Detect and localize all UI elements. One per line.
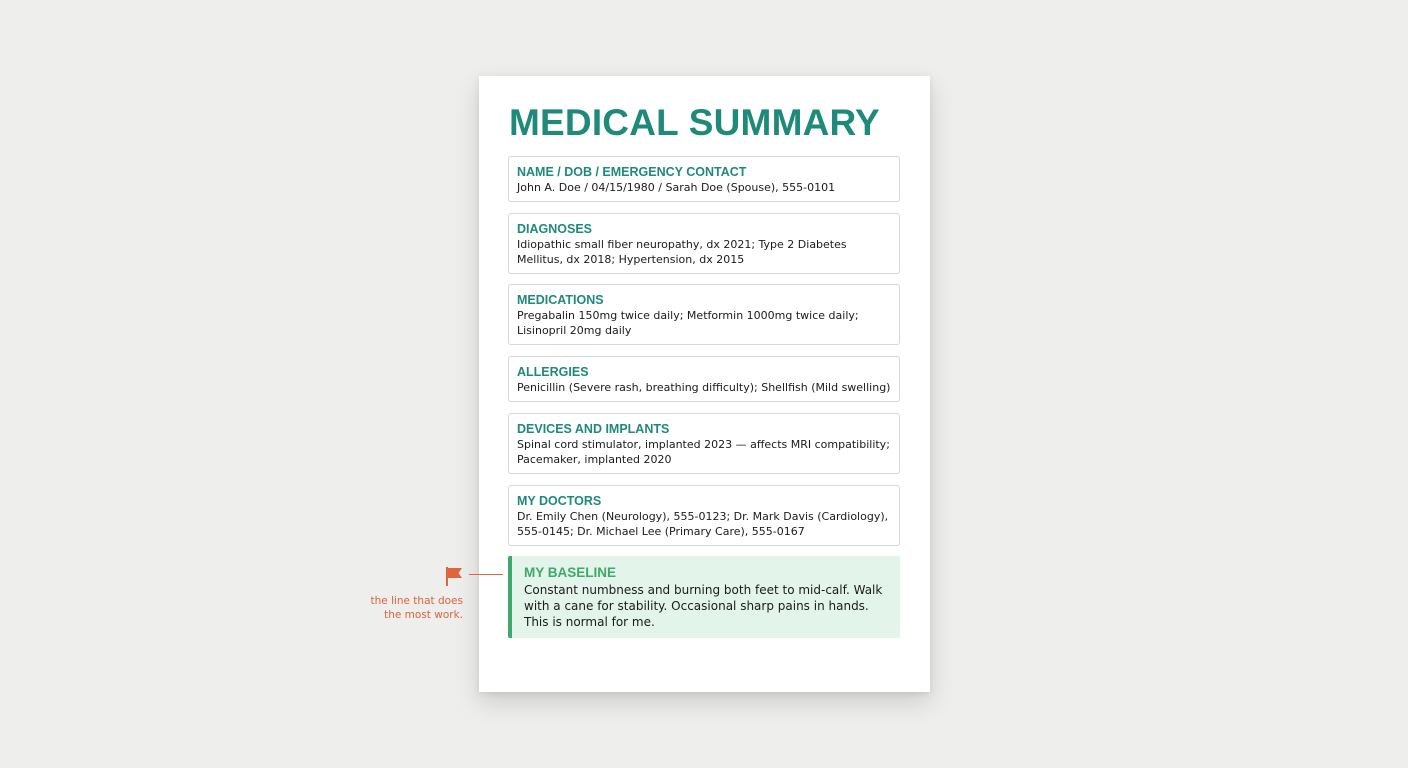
baseline-text: Constant numbness and burning both feet to mid-calf. Walk with a cane for stability. Occasional sharp pains in hands. This is normal for me. (524, 583, 883, 629)
page-title: MEDICAL SUMMARY (509, 102, 880, 143)
annotation-note: the line that does the most work. (370, 595, 463, 621)
section-label: MY DOCTORS (517, 494, 602, 508)
section-text: Penicillin (Severe rash, breathing difficulty); Shellfish (Mild swelling) (517, 381, 891, 394)
annotation-connector-line (469, 574, 503, 575)
section-label: NAME / DOB / EMERGENCY CONTACT (517, 165, 747, 179)
section-card-medications (508, 284, 900, 345)
section-label: DIAGNOSES (517, 222, 593, 236)
baseline-label: MY BASELINE (524, 565, 617, 580)
section-card-devices-implants (508, 413, 900, 474)
section-text: Dr. Emily Chen (Neurology), 555-0123; Dr. Mark Davis (Cardiology), 555-0145; Dr. Michael Lee (Primary Care), 555-0167 (517, 510, 889, 538)
section-text: John A. Doe / 04/15/1980 / Sarah Doe (Spouse), 555-0101 (517, 181, 836, 194)
section-label: DEVICES AND IMPLANTS (517, 422, 670, 436)
medical-summary-page (479, 76, 930, 692)
section-card-name-dob-contact (508, 156, 900, 202)
section-text: Pregabalin 150mg twice daily; Metformin 1000mg twice daily; Lisinopril 20mg daily (517, 309, 859, 337)
section-label: MEDICATIONS (517, 293, 604, 307)
margin-annotation (350, 564, 505, 624)
flag-icon (442, 564, 466, 588)
section-text: Idiopathic small fiber neuropathy, dx 2021; Type 2 Diabetes Mellitus, dx 2018; Hypertension, dx 2015 (517, 238, 847, 266)
section-card-my-doctors (508, 485, 900, 546)
section-card-diagnoses (508, 213, 900, 274)
section-card-my-baseline (508, 556, 900, 638)
section-text: Spinal cord stimulator, implanted 2023 — affects MRI compatibility; Pacemaker, implanted 2020 (517, 438, 890, 466)
section-card-allergies (508, 356, 900, 402)
section-label: ALLERGIES (517, 365, 589, 379)
